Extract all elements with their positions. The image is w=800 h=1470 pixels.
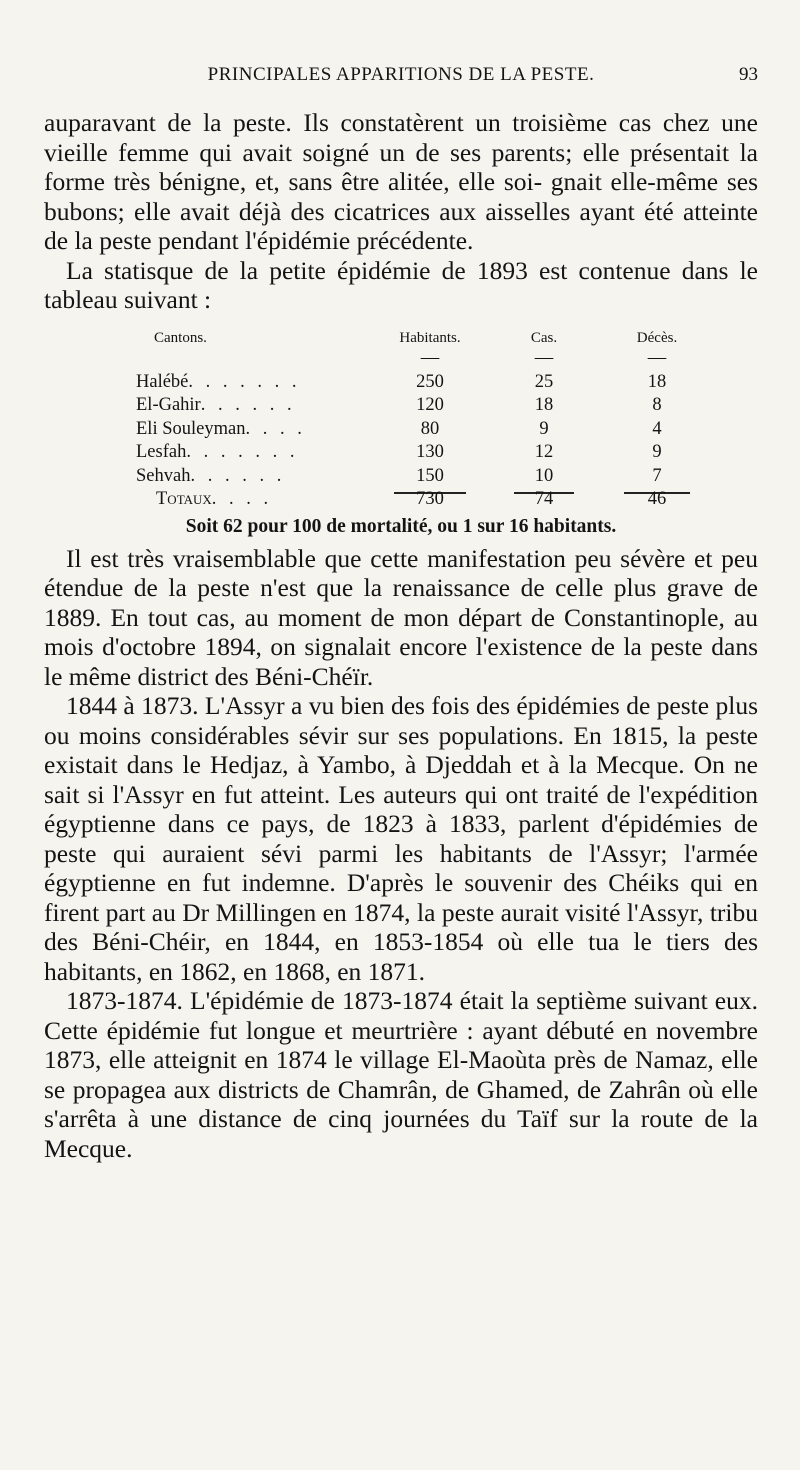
dash-habitants: — bbox=[420, 347, 440, 368]
paragraph-renaissance: Il est très vraisemblable que cette manifestation peu sévère et peu étendue de la peste n'est que la renaissance de celle plus grave de 1889. En tout cas, au moment de mon départ de Constantinople, au mois d'octobre 1894, on signalait encore l'existence de la peste dans le même district des Béni-Chéïr. bbox=[44, 543, 758, 691]
header-dash-row bbox=[44, 347, 758, 371]
habitants-cell: 80 bbox=[420, 418, 440, 439]
header-cantons: Cantons. bbox=[154, 329, 207, 346]
totals-row bbox=[44, 488, 758, 512]
deces-cell: 18 bbox=[647, 371, 667, 392]
habitants-cell: 120 bbox=[416, 395, 444, 415]
body-text bbox=[44, 108, 758, 1163]
leader-dots: . . . . . . bbox=[200, 395, 296, 415]
total-deces: 46 bbox=[647, 489, 667, 509]
total-habitants: 730 bbox=[416, 489, 444, 509]
totals-label: Totaux bbox=[156, 489, 212, 509]
table-row bbox=[44, 418, 758, 442]
totals-label-cell bbox=[156, 488, 386, 512]
table-row bbox=[44, 441, 758, 465]
leader-dots: . . . . . . . bbox=[188, 371, 301, 392]
leader-dots: . . . . . . bbox=[190, 465, 286, 486]
total-cas: 74 bbox=[534, 489, 554, 509]
canton-cell bbox=[136, 441, 366, 465]
canton-name: Lesfah bbox=[136, 442, 187, 462]
running-title: PRINCIPALES APPARITIONS DE LA PESTE. bbox=[207, 64, 595, 85]
habitants-cell: 150 bbox=[416, 465, 444, 486]
leader-dots: . . . . bbox=[211, 489, 273, 509]
cas-cell: 9 bbox=[539, 418, 549, 439]
canton-cell bbox=[136, 371, 366, 395]
leader-dots: . . . . . . . bbox=[186, 442, 299, 462]
canton-cell bbox=[136, 418, 366, 442]
deces-cell: 9 bbox=[652, 442, 662, 462]
header-cas: Cas. bbox=[530, 329, 558, 346]
paragraph-1844-1873: 1844 à 1873. L'Assyr a vu bien des fois des épidémies de peste plus ou moins considérables sévir sur ses populations. En 1815, la peste existait dans le Hedjaz, à Yambo, à Djeddah et à la Mecque. On ne sait si l'Assyr en fut atteint. Les auteurs qui ont traité de l'expédition égyptienne dans ce pays, de 1823 à 1833, parlent d'épidémies de peste qui auraient sévi parmi les habitants de l'Assyr; l'armée égyptienne en fut indemne. D'après le souvenir des Chéiks qui en firent part au Dr Millingen en 1874, la peste aurait visité l'Assyr, tribu des Béni-Chéir, en 1844, en 1853-1854 où elle tua le tiers des habitants, en 1862, en 1868, en 1871. bbox=[44, 691, 758, 986]
header-habitants: Habitants. bbox=[399, 329, 461, 346]
deces-cell: 7 bbox=[652, 465, 662, 486]
table-header-row bbox=[44, 325, 758, 351]
canton-name: Sehvah bbox=[136, 465, 191, 486]
table-row bbox=[44, 394, 758, 418]
running-header bbox=[44, 64, 758, 94]
paragraph-table-intro: La statisque de la petite épidémie de 1893 est contenue dans le tableau suivant : bbox=[44, 255, 758, 314]
cas-cell: 12 bbox=[534, 442, 554, 462]
table-row bbox=[44, 465, 758, 489]
cas-cell: 10 bbox=[534, 465, 554, 486]
dash-cas: — bbox=[534, 347, 554, 368]
cas-cell: 25 bbox=[534, 371, 554, 392]
table-row bbox=[44, 371, 758, 395]
page-number: 93 bbox=[739, 64, 758, 85]
canton-name: El-Gahir bbox=[136, 395, 201, 415]
deces-cell: 8 bbox=[652, 395, 662, 415]
leader-dots: . . . . bbox=[245, 418, 306, 439]
deces-cell: 4 bbox=[652, 418, 662, 439]
paragraph-continuation: auparavant de la peste. Ils constatèrent un troisième cas chez une vieille femme qui avait soigné un de ses parents; elle présentait la forme très bénigne, et, sans être alitée, elle soi- gnait elle-même ses bubons; elle avait déjà des cicatrices aux aisselles ayant été atteinte de la peste pendant l'épidémie précédente. bbox=[44, 108, 758, 255]
cas-cell: 18 bbox=[534, 395, 554, 415]
header-deces: Décès. bbox=[636, 329, 678, 346]
habitants-cell: 130 bbox=[416, 442, 444, 462]
mortality-summary: Soit 62 pour 100 de mortalité, ou 1 sur 16 habitants. bbox=[185, 515, 617, 537]
canton-name: Halébé bbox=[136, 371, 189, 392]
canton-cell bbox=[136, 465, 366, 489]
statistics-table bbox=[44, 325, 758, 512]
canton-name: Eli Souleyman bbox=[136, 418, 246, 439]
dash-deces: — bbox=[647, 347, 667, 368]
habitants-cell: 250 bbox=[416, 371, 444, 392]
canton-cell bbox=[136, 394, 366, 418]
paragraph-1873-1874: 1873-1874. L'épidémie de 1873-1874 était la septième suivant eux. Cette épidémie fut longue et meurtrière : ayant débuté en novembre 1873, elle atteignit en 1874 le village El-Maoùta près de Namaz, elle se propagea aux districts de Chamrân, de Ghamed, de Zahrân où elle s'arrêta à une distance de cinq journées du Taïf sur la route de la Mecque. bbox=[44, 986, 758, 1163]
